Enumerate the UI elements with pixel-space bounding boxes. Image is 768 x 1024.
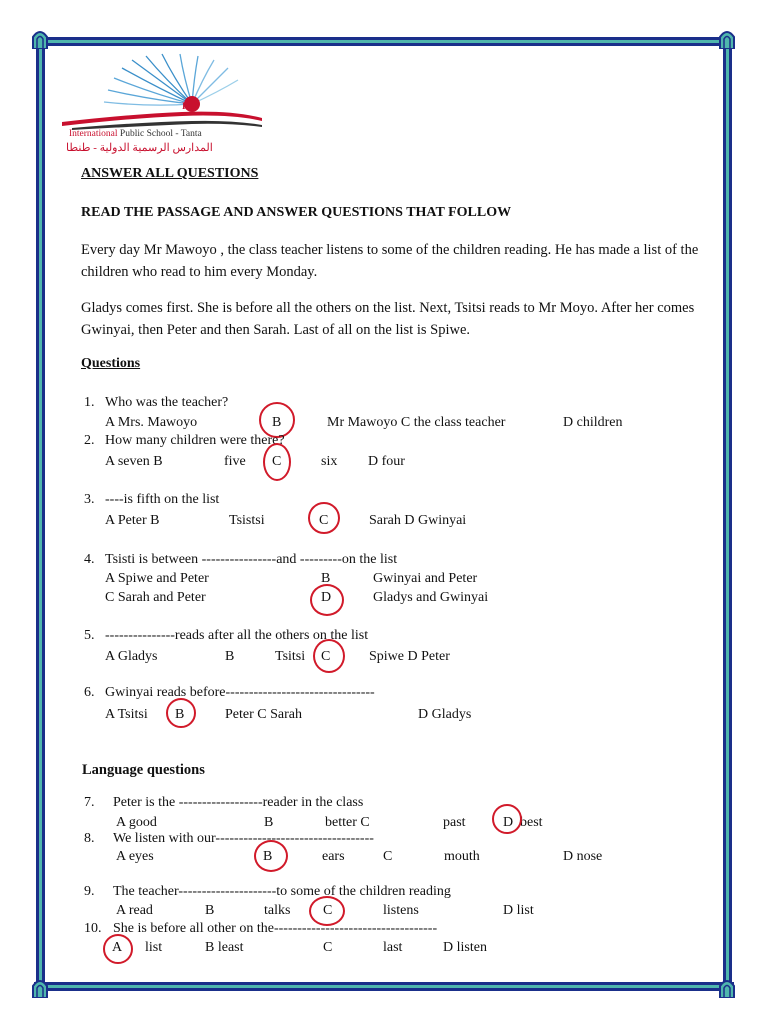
question-text: Who was the teacher?: [105, 395, 229, 410]
border-right: [723, 37, 732, 991]
option-b-text: five: [224, 454, 246, 469]
option-b-text: talks: [264, 903, 291, 918]
question-number: 8.: [84, 831, 95, 846]
option-c: better C: [325, 815, 370, 830]
option-d: D: [321, 590, 332, 605]
border-bottom: [34, 982, 734, 991]
corner-ornament-icon: [31, 978, 49, 998]
option-c-text: last: [383, 940, 403, 955]
option-d-text: Gladys and Gwinyai: [373, 590, 489, 605]
question-number: 10.: [84, 921, 102, 936]
option-a: A Gladys: [105, 649, 158, 664]
question-number: 2.: [84, 433, 95, 448]
option-b-text: Peter C Sarah: [225, 707, 302, 722]
option-d: D list: [503, 903, 534, 918]
passage-paragraph: Gladys comes first. She is before all the others on the list. Next, Tsitsi reads to Mr Moyo. After her comes Gwinyai, then Peter and then Sarah. Last of all on the list is Spiwe.: [81, 300, 695, 338]
question-text: We listen with our----------------------------------: [113, 831, 374, 846]
answer-circle: [103, 934, 133, 964]
question-number: 1.: [84, 395, 95, 410]
question-text: Peter is the ------------------reader in the class: [113, 795, 364, 810]
option-a: A: [112, 940, 123, 955]
option-d: D: [503, 815, 514, 830]
instruction: READ THE PASSAGE AND ANSWER QUESTIONS THAT FOLLOW: [81, 205, 512, 220]
option-d: D Gladys: [418, 707, 472, 722]
school-name-ar: المدارس الرسمية الدولية - طنطا: [66, 142, 213, 154]
option-a-text: list: [145, 940, 163, 955]
option-b: B: [205, 903, 215, 918]
option-b-text: Tsistsi: [229, 513, 265, 528]
option-c-text: Spiwe D Peter: [369, 649, 450, 664]
option-c-text: past: [443, 815, 466, 830]
option-d-text: best: [520, 815, 543, 830]
option-c: C: [323, 903, 333, 918]
school-name-en: [69, 129, 202, 139]
logo-abbr: IPS: [182, 101, 197, 111]
option-c-text: Sarah D Gwinyai: [369, 513, 467, 528]
option-d: D listen: [443, 940, 487, 955]
option-b: B: [264, 815, 274, 830]
answer-circle: [254, 840, 288, 872]
corner-ornament-icon: [718, 29, 736, 49]
option-c: C: [323, 940, 333, 955]
question-text: ---------------reads after all the others on the list: [105, 628, 369, 643]
question-number: 3.: [84, 492, 95, 507]
option-b: B: [321, 571, 331, 586]
corner-ornament-icon: [718, 978, 736, 998]
option-d: D children: [563, 415, 623, 430]
answer-circle: [166, 698, 196, 728]
option-b-text: Mr Mawoyo C the class teacher: [327, 415, 506, 430]
school-name-part: Public School - Tanta: [117, 129, 202, 139]
question-number: 5.: [84, 628, 95, 643]
option-a: A eyes: [116, 849, 154, 864]
passage-paragraph: Every day Mr Mawoyo , the class teacher listens to some of the children reading. He has made a list of the children who read to him every Monday.: [81, 242, 699, 280]
answer-circle: [313, 639, 345, 673]
question-text: Gwinyai reads before--------------------------------: [105, 685, 375, 700]
question-number: 6.: [84, 685, 95, 700]
option-b-text: ears: [322, 849, 345, 864]
option-b: B: [225, 649, 235, 664]
school-name-part: International: [69, 129, 118, 139]
question-number: 7.: [84, 795, 95, 810]
option-c: C: [383, 849, 393, 864]
option-a: A seven B: [105, 454, 163, 469]
option-b-text: Tsitsi: [275, 649, 306, 664]
border-top: [34, 37, 734, 46]
option-c: C Sarah and Peter: [105, 590, 206, 605]
option-d: D four: [368, 454, 405, 469]
answer-circle: [310, 584, 344, 616]
option-c: C: [321, 649, 331, 664]
option-b: B: [272, 415, 282, 430]
option-b: B: [175, 707, 185, 722]
option-b-text: Gwinyai and Peter: [373, 571, 478, 586]
corner-ornament-icon: [31, 29, 49, 49]
question-text: ----is fifth on the list: [105, 492, 220, 507]
questions-heading: Questions: [81, 356, 141, 371]
option-c: C: [272, 454, 282, 469]
option-a: A read: [116, 903, 153, 918]
question-text: The teacher---------------------to some of the children reading: [113, 884, 451, 899]
option-b: B: [263, 849, 273, 864]
option-c: C: [319, 513, 329, 528]
option-a: A Mrs. Mawoyo: [105, 415, 198, 430]
border-left: [36, 37, 45, 991]
answer-circle: [263, 443, 291, 481]
answer-circle: [308, 502, 340, 534]
option-a: A Tsitsi: [105, 707, 148, 722]
page-heading: ANSWER ALL QUESTIONS: [81, 166, 259, 181]
question-text: Tsisti is between ----------------and ---------on the list: [105, 552, 398, 567]
question-text: How many children were there?: [105, 433, 285, 448]
answer-circle: [492, 804, 522, 834]
option-c-text: mouth: [444, 849, 480, 864]
option-c-text: six: [321, 454, 338, 469]
option-a: A good: [116, 815, 157, 830]
question-text: She is before all other on the-----------------------------------: [113, 921, 438, 936]
question-number: 9.: [84, 884, 95, 899]
option-c-text: listens: [383, 903, 419, 918]
option-b: B least: [205, 940, 244, 955]
language-heading: Language questions: [82, 762, 205, 778]
option-a: A Spiwe and Peter: [105, 571, 209, 586]
option-a: A Peter B: [105, 513, 160, 528]
question-number: 4.: [84, 552, 95, 567]
option-d: D nose: [563, 849, 603, 864]
